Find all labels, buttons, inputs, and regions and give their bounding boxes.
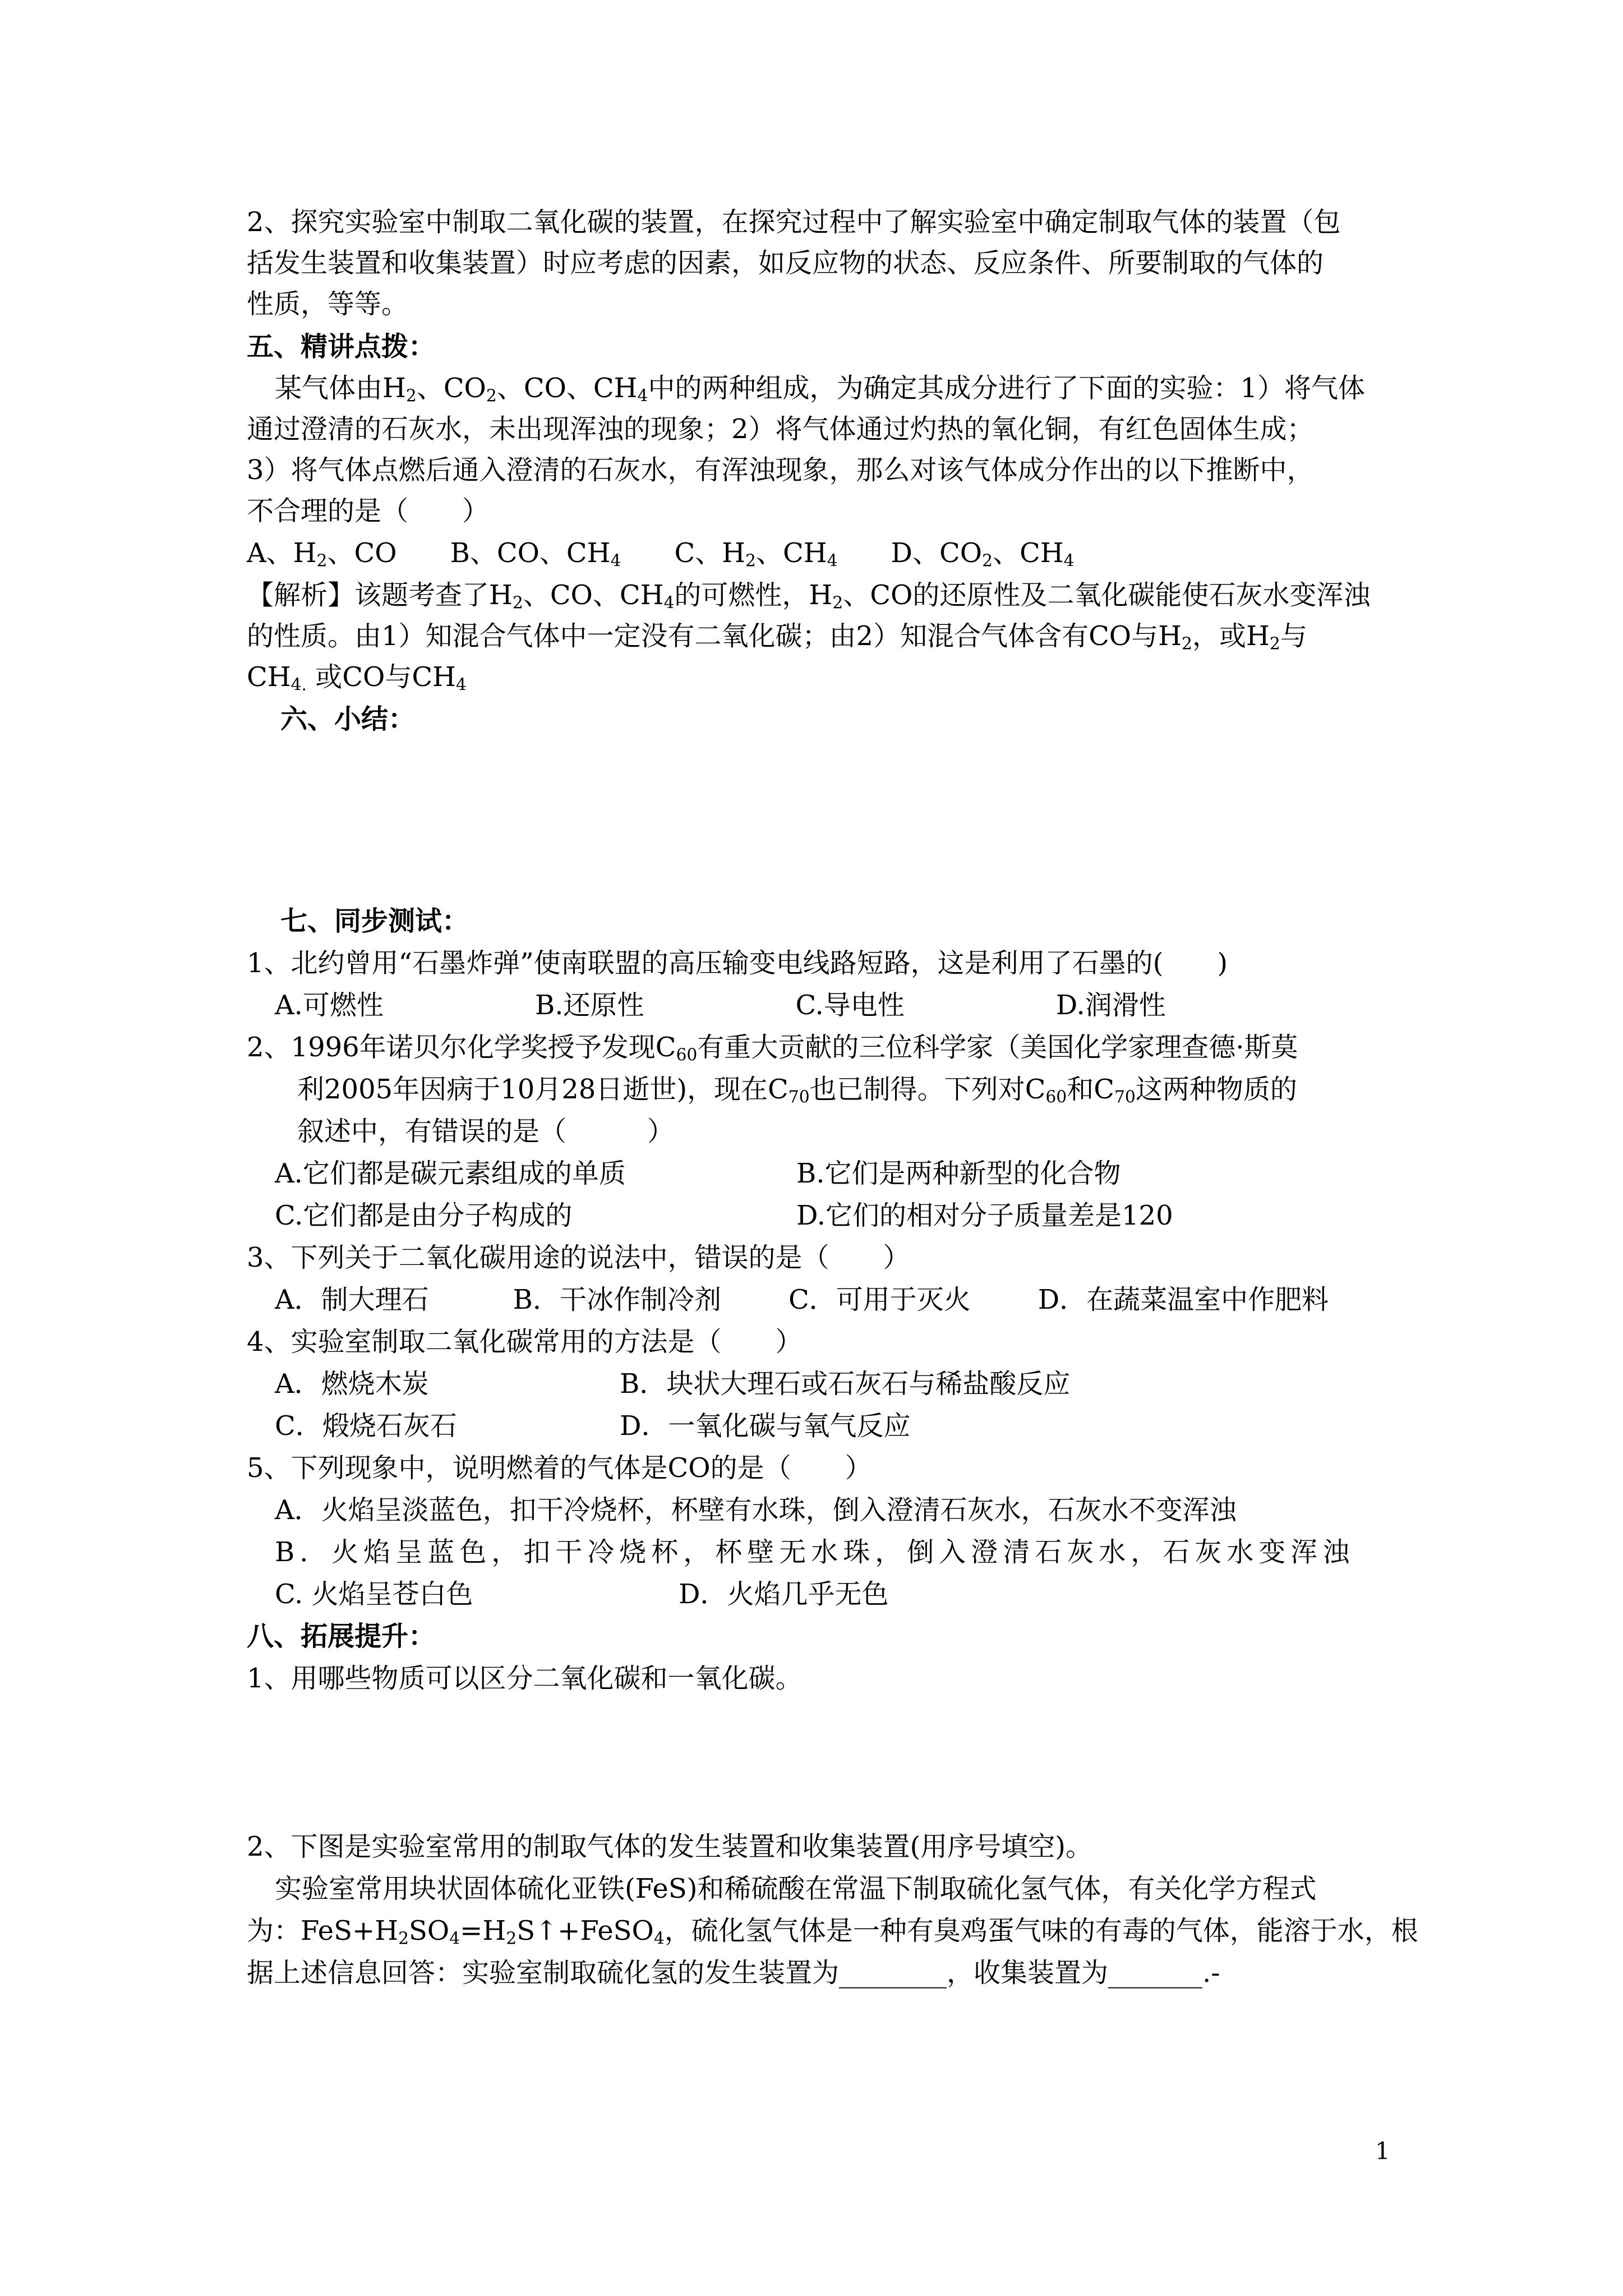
- extension-question-1: 1、用哪些物质可以区分二氧化碳和一氧化碳。: [247, 1663, 803, 1694]
- question-2-line-2: 利2005年因病于10月28日逝世)，现在$C_{70}$也已制得。下列对$C_{60}$和$C_{70}$这两种物质的: [297, 1074, 1297, 1107]
- section-6-title: 六、小结：: [280, 703, 416, 735]
- question-2-option-d: D.它们的相对分子质量差是120: [796, 1200, 1173, 1231]
- section-5-title: 五、精讲点拨：: [247, 331, 436, 362]
- question-2-option-c: C.它们都是由分子构成的: [275, 1200, 573, 1231]
- option-a: A、$H_2$、CO: [247, 537, 397, 571]
- question-4-option-b: B．块状大理石或石灰石与稀盐酸反应: [620, 1368, 1071, 1400]
- sec5-problem-line-3: 3）将气体点燃后通入澄清的石灰水，有浑浊现象，那么对该气体成分作出的以下推断中，: [247, 454, 1314, 486]
- option-d: D、$CO_2$、$CH_4$: [891, 537, 1075, 571]
- sec5-analysis-line-3: $CH_{4.}$ 或CO与$CH_4$: [247, 661, 467, 695]
- sec5-analysis-line-1: 【解析】该题考查了$H_2$、CO、$CH_4$的可燃性，$H_2$、CO的还原性及二氧化碳能使石灰水变浑浊: [247, 579, 1371, 613]
- question-2-line-1: 2、1996年诺贝尔化学奖授予发现$C_{60}$有重大贡献的三位科学家（美国化学家理查德·斯莫: [247, 1032, 1298, 1065]
- question-5-option-d: D．火焰几乎无色: [679, 1579, 889, 1610]
- intro-line-3: 性质，等等。: [247, 288, 409, 320]
- question-2-option-a: A.它们都是碳元素组成的单质: [275, 1158, 626, 1189]
- sec5-options: [247, 537, 1075, 571]
- section-8-title: 八、拓展提升：: [247, 1621, 436, 1652]
- extension-paragraph-line-3: 据上述信息回答：实验室制取硫化氢的发生装置为________，收集装置为_______.-: [247, 1957, 1220, 1989]
- intro-line-2: 括发生装置和收集装置）时应考虑的因素，如反应物的状态、反应条件、所要制取的气体的: [247, 247, 1324, 279]
- extension-paragraph-line-1: 实验室常用块状固体硫化亚铁(FeS)和稀硫酸在常温下制取硫化氢气体，有关化学方程式: [275, 1873, 1317, 1904]
- question-4: 4、实验室制取二氧化碳常用的方法是（ ）: [247, 1326, 803, 1358]
- sec5-analysis-line-2: 的性质。由1）知混合气体中一定没有二氧化碳；由2）知混合气体含有CO与$H_2$，或$H_2$与: [247, 620, 1307, 654]
- question-4-option-c: C．煅烧石灰石: [275, 1410, 457, 1442]
- sec5-problem-line-2: 通过澄清的石灰水，未出现浑浊的现象；2）将气体通过灼热的氧化铜，有红色固体生成；: [247, 413, 1314, 445]
- question-5-option-b: B．火焰呈蓝色，扣干冷烧杯，杯壁无水珠，倒入澄清石灰水，石灰水变浑浊: [275, 1536, 1355, 1568]
- intro-line-1: 2、探究实验室中制取二氧化碳的装置，在探究过程中了解实验室中确定制取气体的装置（包: [247, 206, 1341, 238]
- question-1: 1、北约曾用“石墨炸弹”使南联盟的高压输变电线路短路，这是利用了石墨的( ): [247, 947, 1228, 979]
- question-2-line-3: 叙述中，有错误的是（ ）: [297, 1116, 675, 1147]
- sec5-problem-line-4: 不合理的是（ ）: [247, 495, 490, 527]
- extension-question-2: 2、下图是实验室常用的制取气体的发生装置和收集装置(用序号填空)。: [247, 1831, 1092, 1862]
- question-2-option-b: B.它们是两种新型的化合物: [796, 1158, 1121, 1189]
- question-3: 3、下列关于二氧化碳用途的说法中，错误的是（ ）: [247, 1242, 910, 1273]
- question-5-option-c: C. 火焰呈苍白色: [275, 1579, 473, 1610]
- question-4-option-a: A．燃烧木炭: [275, 1368, 429, 1400]
- sec5-problem-line-1: 某气体由$H_2$、$CO_2$、CO、$CH_4$中的两种组成，为确定其成分进行了下面的实验：1）将气体: [275, 372, 1365, 406]
- question-5-option-a: A．火焰呈淡蓝色，扣干冷烧杯，杯壁有水珠，倒入澄清石灰水，石灰水不变浑浊: [275, 1494, 1237, 1526]
- section-7-title: 七、同步测试：: [280, 905, 469, 937]
- question-3-options: A．制大理石 B．干冰作制冷剂 C．可用于灭火 D．在蔬菜温室中作肥料: [275, 1284, 1329, 1315]
- question-1-options: A.可燃性 B.还原性 C.导电性 D.润滑性: [275, 990, 1166, 1021]
- extension-paragraph-line-2: 为：$FeS+H_2SO_4=H_2S↑+FeSO_4$，硫化氢气体是一种有臭鸡蛋气味的有毒的气体，能溶于水，根: [247, 1915, 1418, 1949]
- option-c: C、$H_2$、$CH_4$: [674, 537, 838, 571]
- question-5: 5、下列现象中，说明燃着的气体是CO的是（ ）: [247, 1452, 872, 1484]
- question-4-option-d: D．一氧化碳与氧气反应: [620, 1410, 911, 1442]
- page-number: 1: [1375, 2137, 1390, 2165]
- option-b: B、CO、$CH_4$: [450, 537, 621, 571]
